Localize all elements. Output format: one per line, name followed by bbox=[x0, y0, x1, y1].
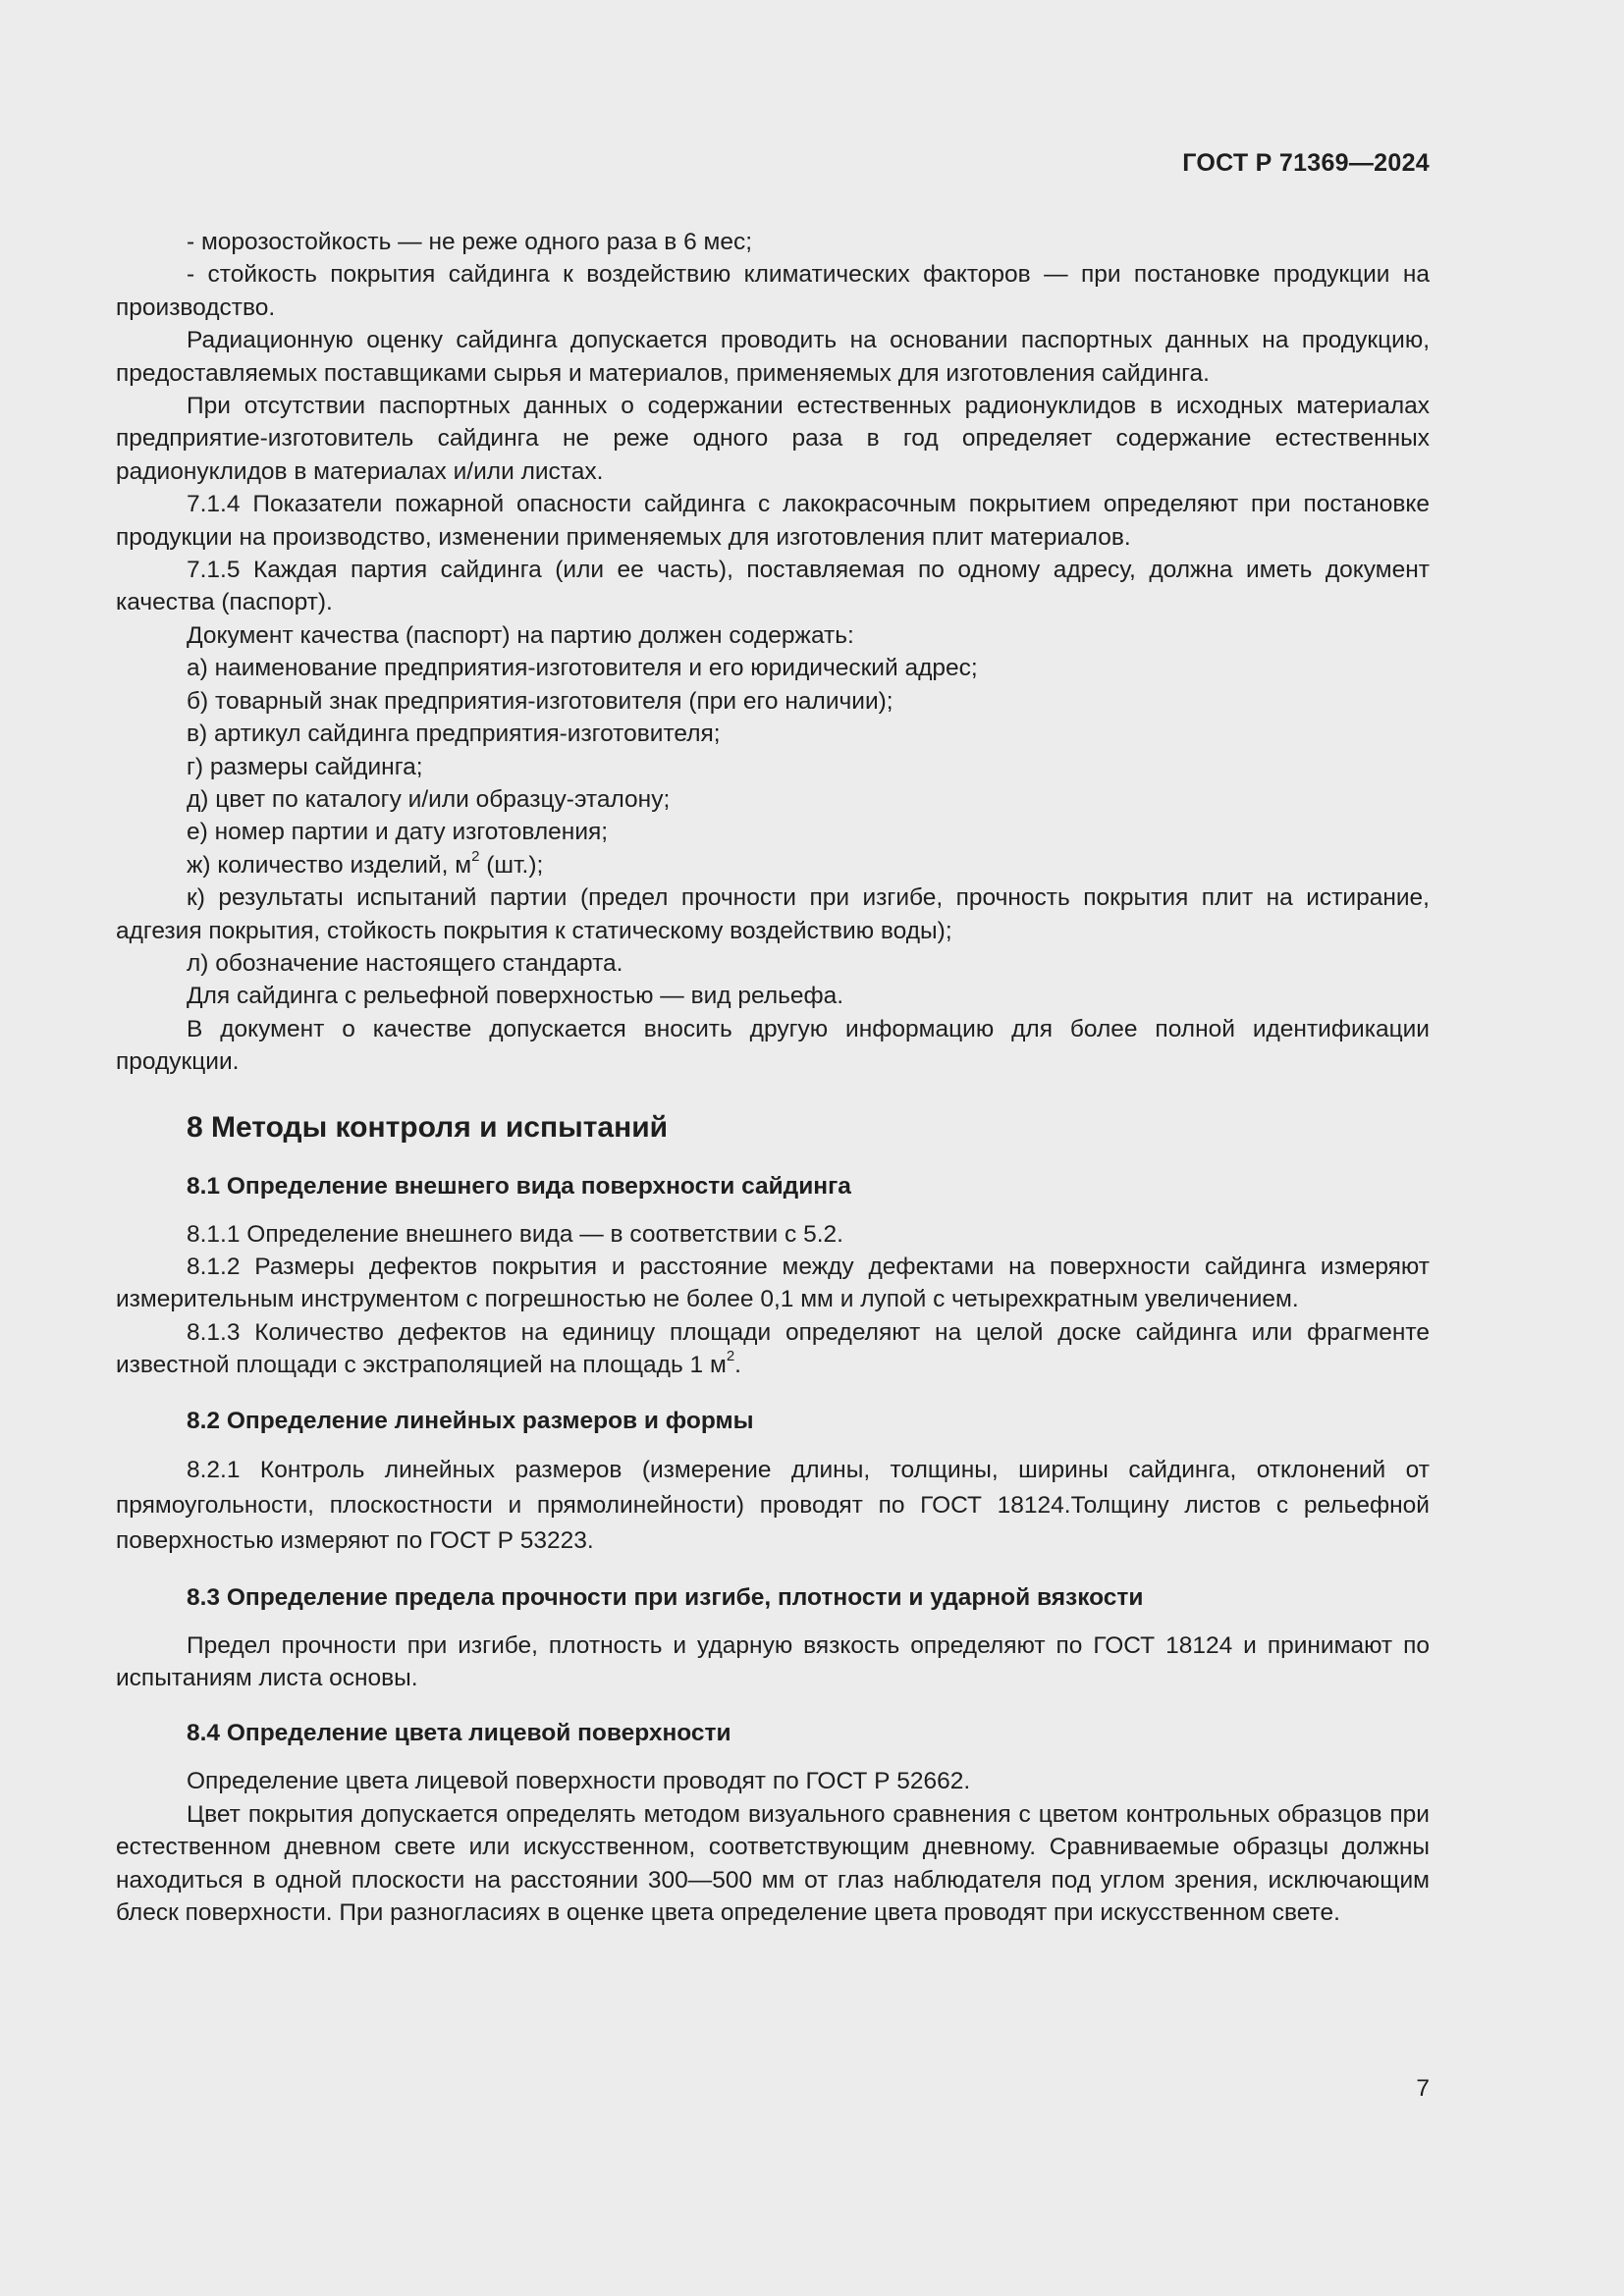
paragraph: Определение цвета лицевой поверхности проводят по ГОСТ Р 52662. bbox=[187, 1768, 971, 1795]
superscript: 2 bbox=[471, 847, 480, 865]
list-item-text: ж) количество изделий, м bbox=[187, 851, 472, 879]
section-heading: 8 Методы контроля и испытаний bbox=[187, 1110, 669, 1144]
paragraph: Радиационную оценку сайдинга допускается проводить на основании паспортных данных на продукцию, предоставляемых поставщиками сырья и материалов, применяемых для изготовления сайдинга. bbox=[116, 327, 1430, 387]
list-item: л) обозначение настоящего стандарта. bbox=[187, 949, 623, 977]
paragraph bbox=[116, 1316, 1430, 1382]
paragraph: Предел прочности при изгибе, плотность и ударную вязкость определяют по ГОСТ 18124 и принимают по испытаниям листа основы. bbox=[116, 1631, 1430, 1691]
list-item: г) размеры сайдинга; bbox=[187, 753, 423, 780]
paragraph: Для сайдинга с рельефной поверхностью — вид рельефа. bbox=[187, 983, 844, 1010]
paragraph: Документ качества (паспорт) на партию должен содержать: bbox=[187, 621, 854, 649]
list-item: а) наименование предприятия-изготовителя и его юридический адрес; bbox=[187, 655, 978, 682]
paragraph: В документ о качестве допускается вносить другую информацию для более полной идентификации продукции. bbox=[116, 1015, 1430, 1076]
page-number: 7 bbox=[1416, 2075, 1430, 2102]
list-item: в) артикул сайдинга предприятия-изготовителя; bbox=[187, 721, 721, 748]
document-number-header: ГОСТ Р 71369—2024 bbox=[1182, 149, 1430, 177]
paragraph: - морозостойкость — не реже одного раза в 6 мес; bbox=[187, 229, 753, 255]
list-item-tail: (шт.); bbox=[479, 851, 544, 879]
subsection-heading: 8.1 Определение внешнего вида поверхности сайдинга bbox=[187, 1172, 851, 1200]
paragraph: 7.1.5 Каждая партия сайдинга (или ее часть), поставляемая по одному адресу, должна иметь документ качества (паспорт). bbox=[116, 557, 1430, 616]
subsection-heading: 8.3 Определение предела прочности при изгибе, плотности и ударной вязкости bbox=[187, 1583, 1144, 1611]
paragraph: 8.2.1 Контроль линейных размеров (измерение длины, толщины, ширины сайдинга, отклонений от прямоугольности, плоскостности и прямолинейности) проводят по ГОСТ 18124.Толщину листов с рельефной поверхностью измеряют по ГОСТ Р 53223. bbox=[116, 1456, 1430, 1554]
superscript: 2 bbox=[726, 1348, 735, 1365]
paragraph: При отсутствии паспортных данных о содержании естественных радионуклидов в исходных материалах предприятие-изготовитель сайдинга не реже одного раза в год определяет содержание естественных радионуклидов в материалах и/или листах. bbox=[116, 393, 1430, 485]
list-item bbox=[116, 849, 1430, 881]
page-body bbox=[116, 226, 1430, 1929]
paragraph: - стойкость покрытия сайдинга к воздействию климатических факторов — при постановке продукции на производство. bbox=[116, 261, 1430, 321]
list-item: б) товарный знак предприятия-изготовителя (при его наличии); bbox=[187, 687, 893, 715]
list-item: к) результаты испытаний партии (предел прочности при изгибе, прочность покрытия плит на истирание, адгезия покрытия, стойкость покрытия к статическому воздействию воды); bbox=[116, 884, 1430, 944]
paragraph: 7.1.4 Показатели пожарной опасности сайдинга с лакокрасочным покрытием определяют при постановке продукции на производство, изменении применяемых для изготовления плит материалов. bbox=[116, 491, 1430, 551]
paragraph-text: 8.1.3 Количество дефектов на единицу площади определяют на целой доске сайдинга или фрагменте известной площади с экстраполяцией на площадь 1 м bbox=[116, 1318, 1430, 1379]
list-item: д) цвет по каталогу и/или образцу-эталону; bbox=[187, 785, 671, 813]
paragraph: Цвет покрытия допускается определять методом визуального сравнения с цветом контрольных образцов при естественном дневном свете или искусственном, соответствующим дневному. Сравниваемые образцы должны находиться в одной плоскости на расстоянии 300—500 мм от глаз наблюдателя под углом зрения, исключающим блеск поверхности. При разногласиях в оценке цвета определение цвета проводят при искусственном свете. bbox=[116, 1800, 1430, 1927]
list-item: е) номер партии и дату изготовления; bbox=[187, 819, 609, 846]
paragraph: 8.1.1 Определение внешнего вида — в соответствии с 5.2. bbox=[187, 1220, 843, 1248]
paragraph: 8.1.2 Размеры дефектов покрытия и расстояние между дефектами на поверхности сайдинга измеряют измерительным инструментом с погрешностью не более 0,1 мм и лупой с четырехкратным увеличением. bbox=[116, 1253, 1430, 1313]
subsection-heading: 8.4 Определение цвета лицевой поверхности bbox=[187, 1720, 731, 1747]
subsection-heading: 8.2 Определение линейных размеров и формы bbox=[187, 1407, 754, 1434]
paragraph-tail: . bbox=[734, 1352, 741, 1379]
